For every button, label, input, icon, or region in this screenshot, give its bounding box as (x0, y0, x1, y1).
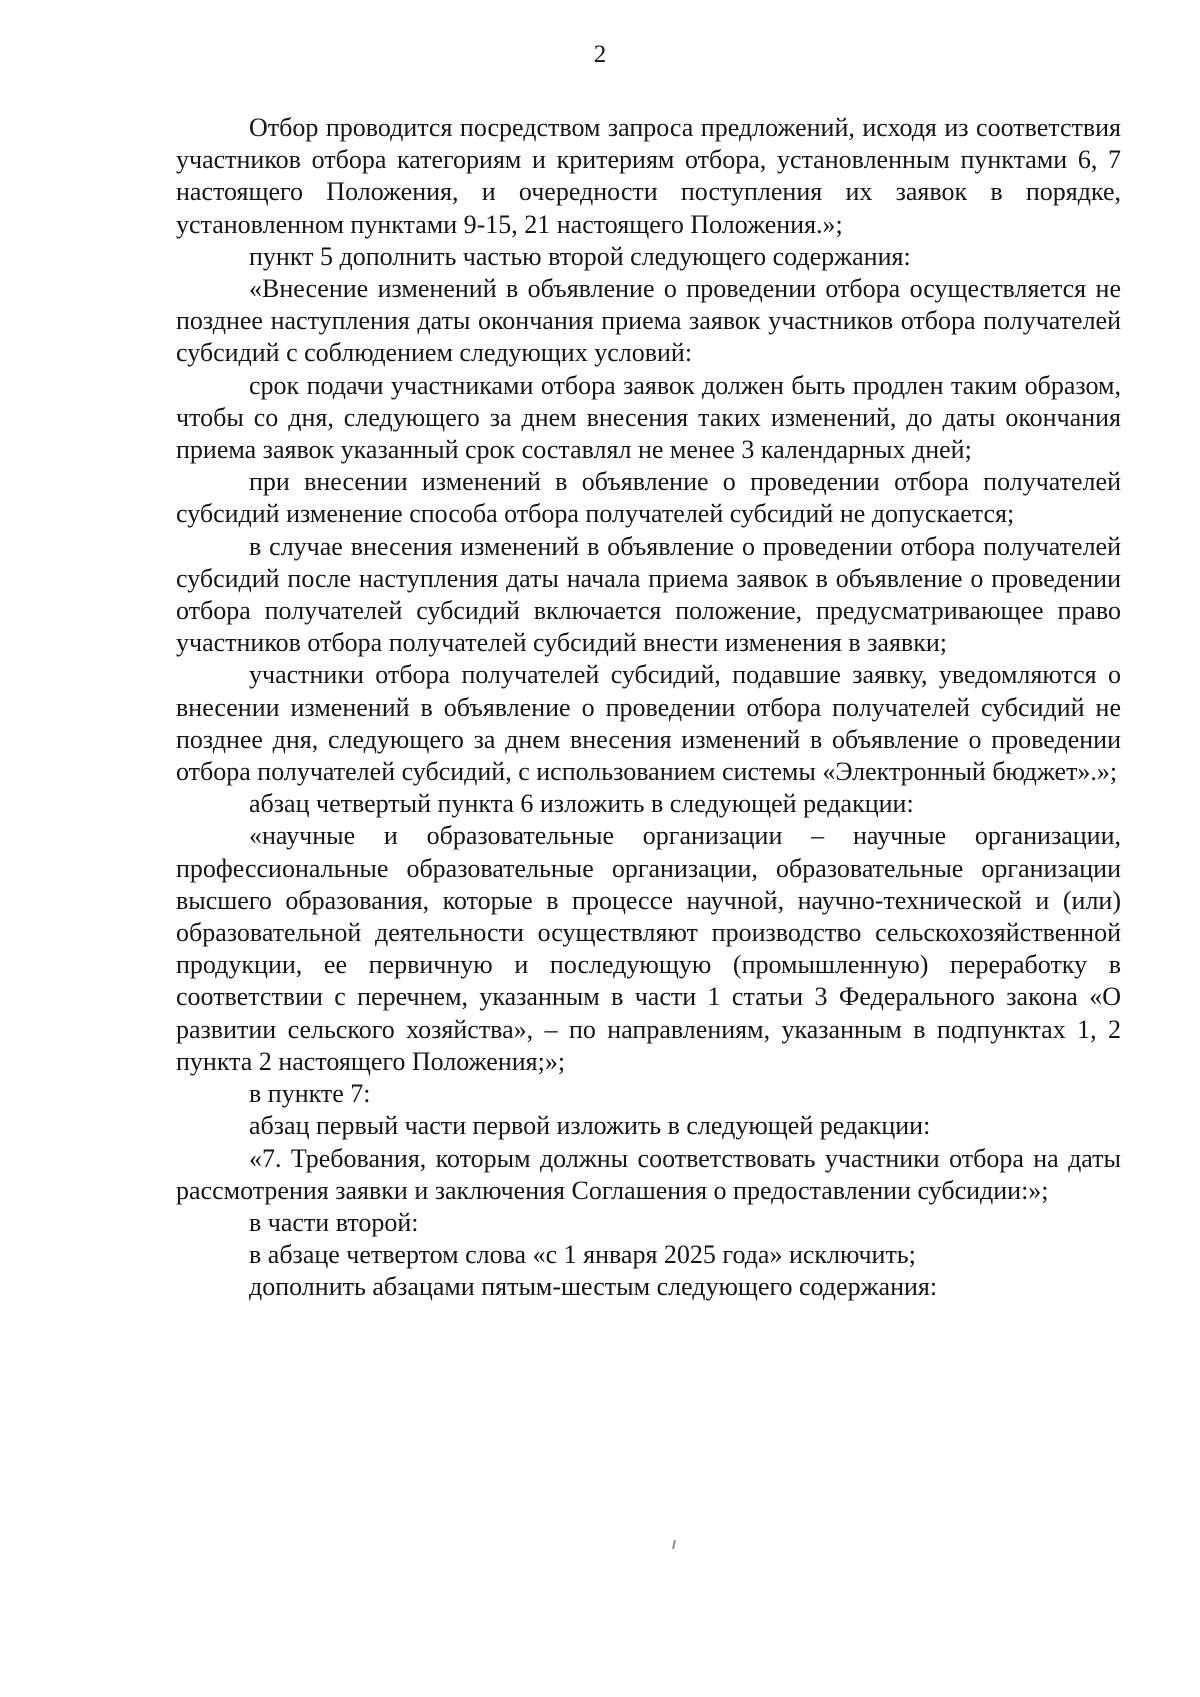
paragraph-13: в части второй: (249, 1207, 419, 1237)
paragraph-9: «научные и образовательные организации – научные организации, профессиональные образовательные организации, образовательные организации высшего образования, которые в процессе научной, научно-технической и (или) образовательной деятельности осуществляют производство сельскохозяйственной продукции, ее первичную и последующую (промышленную) переработку в соответствии с перечнем, указанным в части 1 статьи 3 Федерального закона «О развитии сельского хозяйства», – по направлениям, указанным в подпунктах 1, 2 пункта 2 настоящего Положения;»; (176, 821, 1121, 1076)
paragraph-12: «7. Требования, которым должны соответствовать участники отбора на даты рассмотрения заявки и заключения Соглашения о предоставлении субсидии:»; (176, 1143, 1121, 1205)
paragraph-14: в абзаце четвертом слова «с 1 января 2025 года» исключить; (249, 1240, 916, 1270)
paragraph-1: Отбор проводится посредством запроса предложений, исходя из соответствия участников отбора категориям и критериям отбора, установленным пунктами 6, 7 настоящего Положения, и очередности поступления их заявок в порядке, установленном пунктами 9-15, 21 настоящего Положения.»; (176, 113, 1121, 239)
paragraph-3: «Внесение изменений в объявление о проведении отбора осуществляется не позднее наступления даты окончания приема заявок участников отбора получателей субсидий с соблюдением следующих условий: (176, 274, 1121, 368)
paragraph-6: в случае внесения изменений в объявление о проведении отбора получателей субсидий после наступления даты начала приема заявок в объявление о проведении отбора получателей субсидий включается положение, предусматривающее право участников отбора получателей субсидий внести изменения в заявки; (176, 531, 1121, 658)
paragraph-15: дополнить абзацами пятым-шестым следующего содержания: (249, 1272, 938, 1302)
paragraph-5: при внесении изменений в объявление о проведении отбора получателей субсидий изменение способа отбора получателей субсидий не допускается; (176, 467, 1121, 529)
scan-speck (672, 1540, 676, 1549)
paragraph-2: пункт 5 дополнить частью второй следующего содержания: (249, 241, 911, 271)
document-body (176, 112, 1121, 1304)
paragraph-10: в пункте 7: (249, 1079, 371, 1109)
page-number: 2 (593, 41, 607, 68)
paragraph-4: срок подачи участниками отбора заявок должен быть продлен таким образом, чтобы со дня, следующего за днем внесения таких изменений, до даты окончания приема заявок указанный срок составлял не менее 3 календарных дней; (176, 370, 1121, 465)
paragraph-7: участники отбора получателей субсидий, подавшие заявку, уведомляются о внесении изменений в объявление о проведении отбора получателей субсидий не позднее дня, следующего за днем внесения изменений в объявление о проведении отбора получателей субсидий, с использованием системы «Электронный бюджет».»; (176, 660, 1121, 787)
paragraph-11: абзац первый части первой изложить в следующей редакции: (249, 1111, 931, 1141)
paragraph-8: абзац четвертый пункта 6 изложить в следующей редакции: (249, 789, 914, 819)
